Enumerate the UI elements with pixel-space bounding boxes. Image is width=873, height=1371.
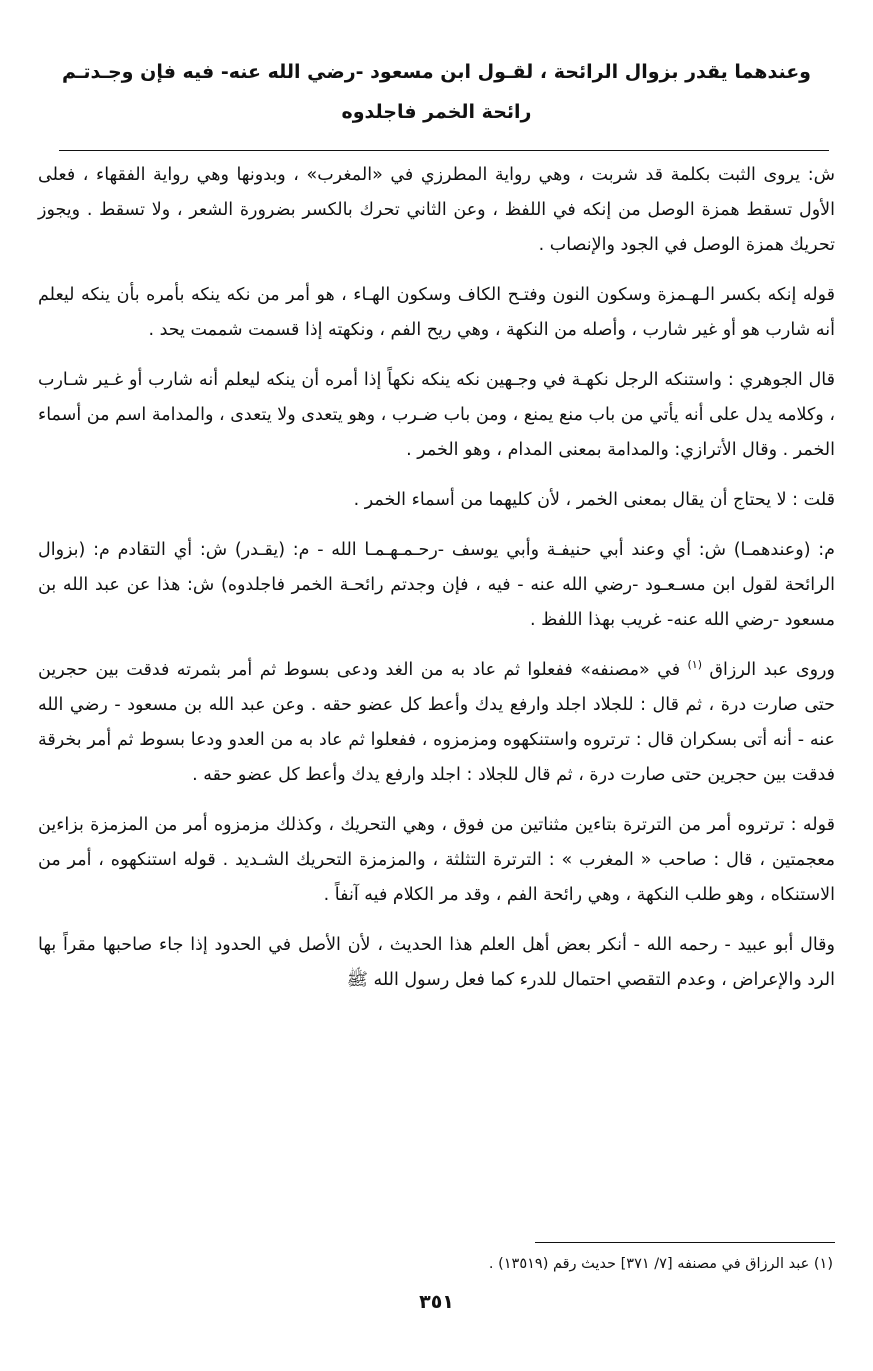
paragraph-jawhari: قال الجوهري : واستنكه الرجل نكهـة في وجـهين نكه ينكه نكهاً إذا أمره أن ينكه ليعلم أنه شارب أو غـير شـارب ، وكلامه يدل على أنه يأتي من باب منع يمنع ، ومن باب ضـرب ، وهو يتعدى ولا يتعدى ، والمدامة اسم من أسماء الخمر . وقال الأترازي: والمدامة بمعنى المدام ، وهو الخمر . [38,370,835,460]
paragraph-inkah: قوله إنكه بكسر الـهـمزة وسكون النون وفتـح الكاف وسكون الهـاء ، هو أمر من نكه ينكه بأمره بأن ينكه ليعلم أنه شارب هو أو غير شارب ، وأصله من النكهة ، وهي ريح الفم ، ونكهته إذا قسمت شممت يحد . [38,285,835,340]
paragraph-wa-indahuma: م: (وعندهمـا) ش: أي وعند أبي حنيفـة وأبي يوسف -رحـمـهـمـا الله - م: (يقـدر) ش: أي التقادم م: (بزوال الرائحة لقول ابن مسـعـود -رضي الله عنه - فيه ، فإن وجدتم رائحـة الخمر فاجلدوه) ش: هذا عن عبد الله بن مسعود -رضي الله عنه- غريب بهذا اللفظ . [38,540,835,630]
page-number: ٣٥١ [419,1291,454,1313]
paragraph-abd-al-razzaq [38,653,835,793]
paragraph-riwaya: ش: يروى الثبت بكلمة قد شربت ، وهي رواية المطرزي في «المغرب» ، وبدونها وهي رواية الفقهاء ، فعلى الأول تسقط همزة الوصل من إنكه في اللفظ ، وعن الثاني تحرك بالكسر بضرورة الشعر ، ولا تسقط . ويجوز تحريك همزة الوصل في الجود والإنصاب . [38,165,835,255]
matn-heading: وعندهما يقدر بزوال الرائحة ، لقـول ابن مسعود -رضي الله عنه- فيه فإن وجـدتـم رائحة الخمر فاجلدوه [61,61,811,123]
header-divider [59,150,829,151]
paragraph-qultu: قلت : لا يحتاج أن يقال بمعنى الخمر ، لأن كليهما من أسماء الخمر . [353,490,835,510]
razzaq-rest: في «مصنفه» ففعلوا ثم عاد به من الغد ودعى بسوط ثم أمر بثمرته فدقت بين حجرين حتى صارت درة ، ثم قال : للجلاد اجلد وارفع يدك وأعط كل عضو حقه . وعن عبد الله بن مسعود - رضي الله عنه - أنه أتى بسكران قال : ترتروه واستنكهوه ومزمزوه ، ففعلوا ثم عاد به من العدو ودعا بسوط ثم أمر بخرقة فدقت بين حجرين حتى صارت درة ، ثم قال للجلاد : اجلد وارفع يدك وأعط كل عضو حقه . [38,660,835,785]
footnote-marker: (١) [687,658,702,671]
footnote-divider [535,1242,835,1243]
commentary-body [38,158,835,1013]
razzaq-lead: وروى عبد الرزاق [709,660,835,680]
footnote: (١) عبد الرزاق في مصنفه [٧/ ٣٧١] حديث رقم (١٣٥١٩) . [488,1256,833,1272]
paragraph-abu-ubayd: وقال أبو عبيد - رحمه الله - أنكر بعض أهل العلم هذا الحديث ، لأن الأصل في الحدود إذا جاء صاحبها مقراً بها الرد والإعراض ، وعدم التقصي احتمال للدرء كما فعل رسول الله ﷺ [38,935,835,990]
paragraph-tartiruhu: قوله : ترتروه أمر من الترترة بتاءين مثناتين من فوق ، وهي التحريك ، وكذلك مزمزوه أمر من المزمزة بزاءين معجمتين ، قال : صاحب « المغرب » : الترترة التثلثة ، والمزمزة التحريك الشـديد . قوله استنكهوه ، أمر من الاستنكاه ، وهو طلب النكهة ، وهي رائحة الفم ، وقد مر الكلام فيه آنفاً . [38,815,835,905]
